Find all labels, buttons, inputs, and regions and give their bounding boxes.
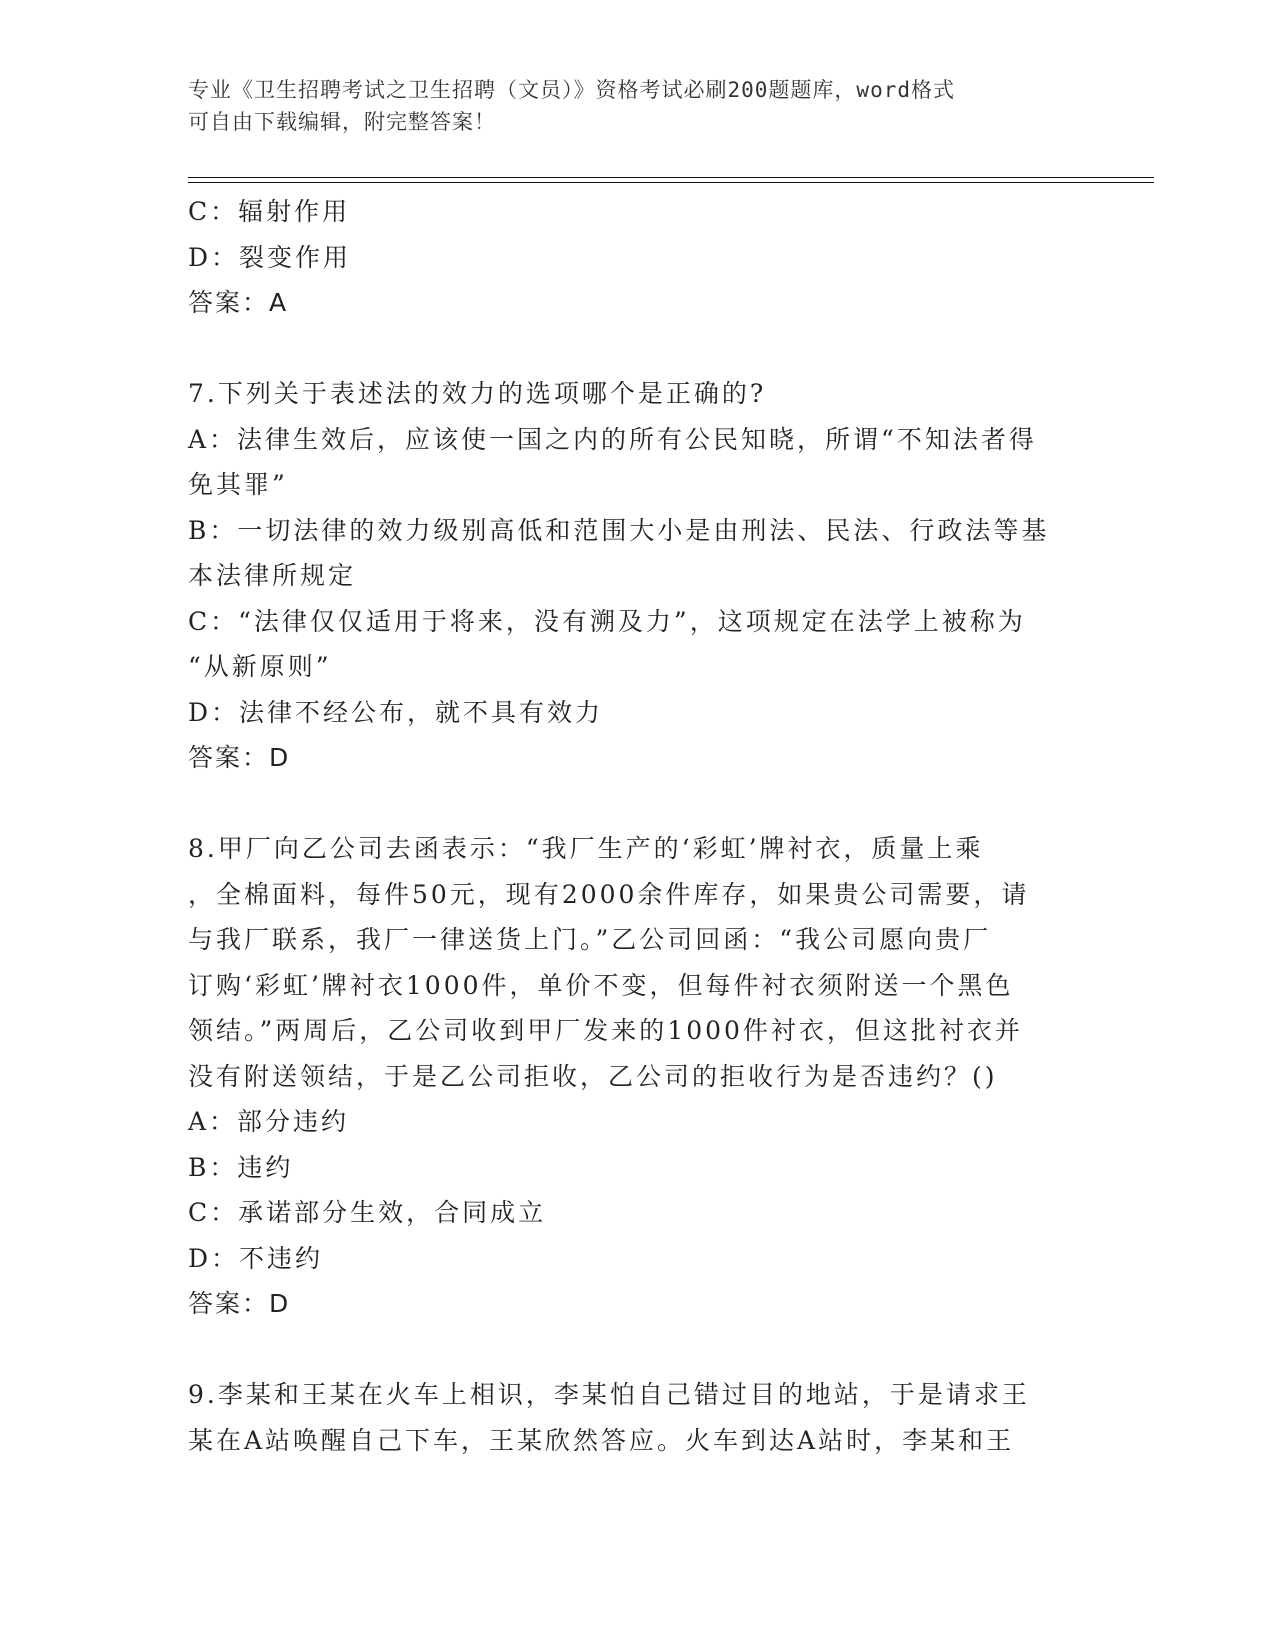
question-6-tail [188,189,1088,326]
option-c: C：辐射作用 [188,197,351,226]
question-9 [188,1372,1088,1463]
header-divider-top [188,177,1154,178]
question-stem-continued: 与我厂联系，我厂一律送货上门。”乙公司回函：“我公司愿向贵厂 [188,925,992,954]
answer: 答案：D [188,743,291,772]
option-b: B：违约 [188,1152,294,1182]
spacer [188,326,1088,372]
answer: 答案：D [188,1289,291,1318]
question-stem-continued: 某在A站唤醒自己下车，王某欣然答应。火车到达A站时，李某和王 [188,1425,1015,1455]
option-c-continued: “从新原则” [188,652,332,681]
header-divider-bottom [188,182,1154,183]
spacer [188,1327,1088,1373]
option-a-continued: 免其罪” [188,470,288,499]
option-c: C：“法律仅仅适用于将来，没有溯及力”，这项规定在法学上被称为 [188,606,1026,636]
option-b-continued: 本法律所规定 [188,561,357,590]
question-stem-continued: ，全棉面料，每件50元，现有2000余件库存，如果贵公司需要，请 [188,879,1030,909]
option-d: D：裂变作用 [188,242,352,272]
document-body [188,189,1088,1463]
spacer [188,781,1088,827]
header-line-2: 可自由下载编辑，附完整答案！ [188,110,496,134]
option-d: D：法律不经公布，就不具有效力 [188,697,604,727]
header-line-1: 专业《卫生招聘考试之卫生招聘（文员）》资格考试必刷200题题库，word格式 [188,78,955,102]
option-c: C：承诺部分生效，合同成立 [188,1198,547,1227]
option-a: A：部分违约 [188,1107,350,1136]
document-header [188,74,1068,138]
question-stem: 7.下列关于表述法的效力的选项哪个是正确的? [188,379,767,408]
question-stem: 8.甲厂向乙公司去函表示：“我厂生产的‘彩虹’牌衬衣，质量上乘 [188,834,984,863]
option-d: D：不违约 [188,1243,324,1273]
option-a: A：法律生效后，应该使一国之内的所有公民知晓，所谓“不知法者得 [188,424,1037,454]
answer: 答案：A [188,288,289,317]
question-stem-continued: 订购‘彩虹’牌衬衣1000件，单价不变，但每件衬衣须附送一个黑色 [188,970,1014,1000]
question-7 [188,371,1088,781]
option-b: B：一切法律的效力级别高低和范围大小是由刑法、民法、行政法等基 [188,515,1050,545]
question-stem-continued: 没有附送领结，于是乙公司拒收，乙公司的拒收行为是否违约？() [188,1061,998,1091]
question-stem: 9.李某和王某在火车上相识，李某怕自己错过目的地站，于是请求王 [188,1380,1030,1409]
question-stem-continued: 领结。”两周后，乙公司收到甲厂发来的1000件衬衣，但这批衬衣并 [188,1016,1023,1045]
question-8 [188,826,1088,1327]
